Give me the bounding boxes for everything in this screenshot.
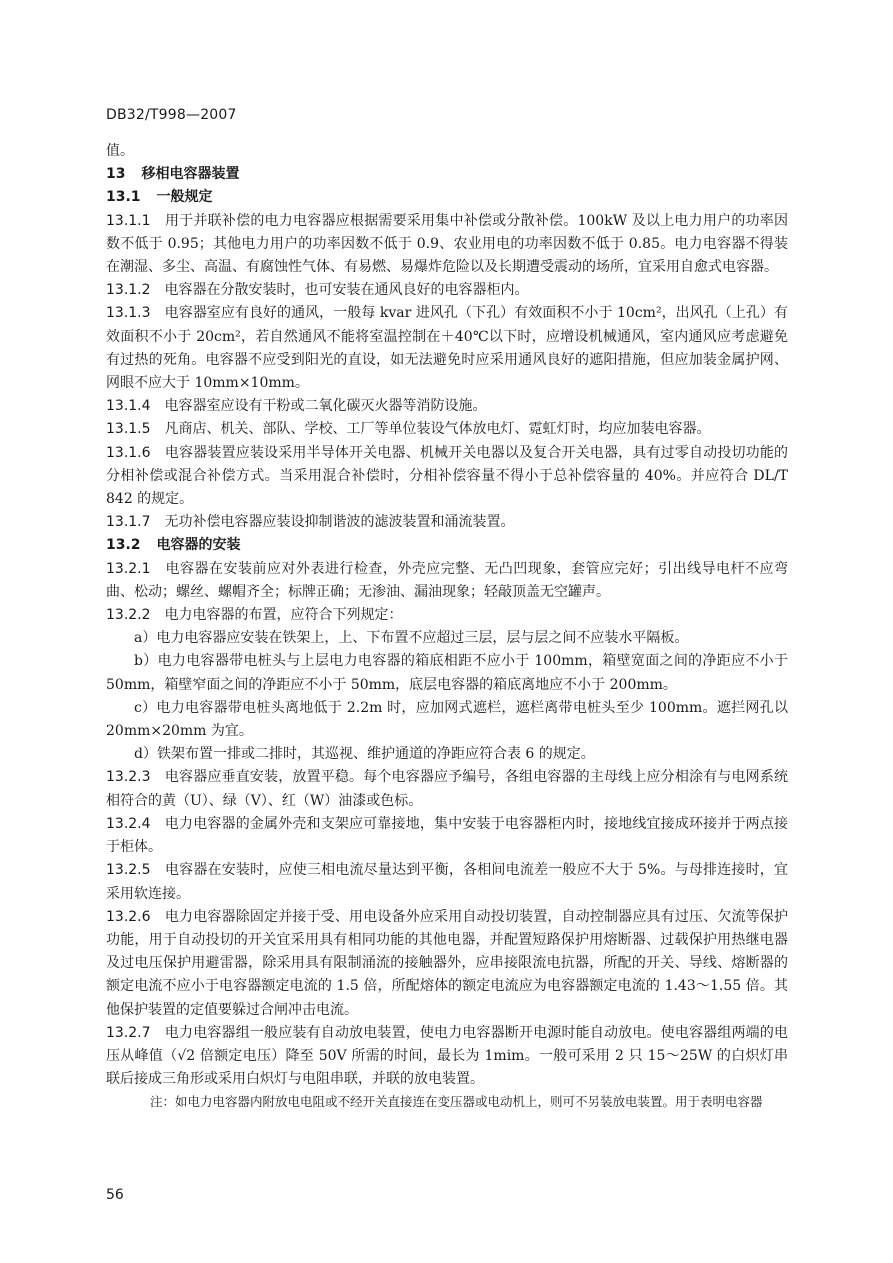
clause-13-1-7 <box>106 511 788 534</box>
clause-13-2-6 <box>106 906 788 1022</box>
section-number: 13.1 <box>106 189 141 206</box>
section-number: 13.2 <box>106 537 141 554</box>
section-13-1-heading <box>106 186 788 209</box>
clause-number: 13.2.3 <box>106 769 151 786</box>
page-number: 56 <box>106 1187 124 1203</box>
note-text: 注：如电力电容器内附放电电阻或不经开关直接连在变压器或电动机上，则可不另装放电装置。用于表明电容器 <box>150 1094 763 1110</box>
clause-text: 电力电容器的布置，应符合下列规定： <box>164 607 403 624</box>
clause-number: 13.1.5 <box>106 421 151 438</box>
list-item: c）电力电容器带电桩头离地低于 2.2m 时，应加网式遮栏，遮栏离带电桩头至少 100mm。遮拦网孔以 20mm×20mm 为宜。 <box>106 699 788 740</box>
clause-number: 13.1.1 <box>106 212 151 229</box>
clause-number: 13.2.7 <box>106 1024 151 1041</box>
clause-text: 用于并联补偿的电力电容器应根据需要采用集中补偿或分散补偿。100kW 及以上电力用户的功率因数不低于 0.95；其他电力用户的功率因数不低于 0.9、农业用电的功率因数不低于 0.85。电力电容器不得装在潮湿、多尘、高温、有腐蚀性气体、有易燃、易爆炸危险以及长期遭受震动的场所，宜采用自愈式电容器。 <box>106 212 789 276</box>
clause-text: 电力电容器除固定并接于受、用电设备外应采用自动投切装置，自动控制器应具有过压、欠流等保护功能，用于自动投切的开关宜采用具有相同功能的其他电器，并配置短路保护用熔断器、过载保护用热继电器及过电压保护用避雷器，除采用具有限制涌流的接触器外，应串接限流电抗器，所配的开关、导线、熔断器的额定电流不应小于电容器额定电流的 1.5 倍，所配熔体的额定电流应为电容器额定电流的 1.43～1.55 倍。其他保护装置的定值要躲过合闸冲击电流。 <box>106 908 789 1018</box>
list-item: d）铁架布置一排或二排时，其巡视、维护通道的净距应符合表 6 的规定。 <box>134 746 595 763</box>
clause-number: 13.1.6 <box>106 444 151 461</box>
clause-number: 13.2.1 <box>106 560 151 577</box>
clause-13-1-5 <box>106 418 788 441</box>
clause-text: 电容器在分散安装时，也可安装在通风良好的电容器柜内。 <box>164 282 529 299</box>
clause-text: 电力电容器组一般应装有自动放电装置，使电力电容器断开电源时能自动放电。使电容器组两端的电压从峰值（√2 倍额定电压）降至 50V 所需的时间，最长为 1mim。一般可采用 2 只 15～25W 的白炽灯串联后接成三角形或采用白炽灯与电阻串联，并联的放电装置。 <box>106 1024 789 1088</box>
clause-text: 电力电容器的金属外壳和支架应可靠接地，集中安装于电容器柜内时，接地线宜接成环接并于两点接于柜体。 <box>106 815 789 856</box>
clause-13-2-2-items <box>106 627 788 766</box>
section-13-heading <box>106 163 788 186</box>
clause-13-1-6 <box>106 442 788 512</box>
section-13-2-heading <box>106 534 788 557</box>
clause-text: 电容器装置应装设采用半导体开关电器、机械开关电器以及复合开关电器，具有过零自动投切功能的分相补偿或混合补偿方式。当采用混合补偿时，分相补偿容量不得小于总补偿容量的 40%。并应符合 DL/T 842 的规定。 <box>106 444 789 508</box>
clause-number: 13.2.6 <box>106 908 151 925</box>
clauses-13-2-rest <box>106 766 788 1091</box>
clause-13-2-4 <box>106 813 788 859</box>
clause-number: 13.2.4 <box>106 815 151 832</box>
clause-13-1-3 <box>106 302 788 395</box>
document-code: DB32/T998—2007 <box>106 107 237 123</box>
clause-text: 电容器室应有良好的通风，一般每 kvar 进风孔（下孔）有效面积不小于 10cm²，出风孔（上孔）有效面积不小于 20cm²，若自然通风不能将室温控制在＋40℃以下时，应增设机械通风，室内通风应考虑避免有过热的死角。电容器不应受到阳光的直设，如无法避免时应采用通风良好的遮阳措施，但应加装金属护网、网眼不应大于 10mm×10mm。 <box>106 305 789 392</box>
clause-text: 电容器在安装前应对外表进行检查，外壳应完整、无凸凹现象，套管应完好；引出线导电杆不应弯曲、松动；螺丝、螺帽齐全；标牌正确；无渗油、漏油现象；轻敲顶盖无空罐声。 <box>106 560 789 600</box>
clause-13-2-3 <box>106 766 788 812</box>
clause-number: 13.2.2 <box>106 607 151 624</box>
clause-13-2-2 <box>106 604 788 627</box>
clauses-13-1 <box>106 210 788 535</box>
clause-13-1-2 <box>106 279 788 302</box>
section-title: 电容器的安装 <box>156 537 241 554</box>
intro-text: 值。 <box>106 143 134 159</box>
clause-text: 电容器在安装时，应使三相电流尽量达到平衡，各相间电流差一般应不大于 5%。与母排连接时，宜采用软连接。 <box>106 862 789 902</box>
clause-13-1-1 <box>106 210 788 280</box>
clause-13-1-4 <box>106 395 788 418</box>
clause-number: 13.1.3 <box>106 305 151 322</box>
clause-13-2-5 <box>106 859 788 905</box>
clause-13-2-1 <box>106 558 788 604</box>
clause-number: 13.1.7 <box>106 514 151 531</box>
section-number: 13 <box>106 166 126 183</box>
clause-text: 电容器应垂直安装，放置平稳。每个电容器应予编号，各组电容器的主母线上应分相涂有与电网系统相符合的黄（U）、绿（V）、红（W）油漆或色标。 <box>106 769 789 809</box>
page-body <box>106 140 788 1113</box>
clause-text: 凡商店、机关、部队、学校、工厂等单位装设气体放电灯、霓虹灯时，均应加装电容器。 <box>164 421 711 438</box>
section-title: 一般规定 <box>156 189 213 206</box>
section-title: 移相电容器装置 <box>141 166 240 183</box>
clause-text: 电容器室应设有干粉或二氧化碳灭火器等消防设施。 <box>164 398 487 415</box>
clause-number: 13.2.5 <box>106 862 151 879</box>
list-item: a）电力电容器应安装在铁架上，上、下布置不应超过三层，层与层之间不应装水平隔板。 <box>134 630 689 647</box>
list-item: b）电力电容器带电桩头与上层电力电容器的箱底相距不应小于 100mm，箱壁宽面之间的净距应不小于 50mm，箱壁窄面之间的净距应不小于 50mm，底层电容器的箱底离地应不小于 200mm。 <box>106 653 788 693</box>
clause-number: 13.1.4 <box>106 398 151 415</box>
clause-number: 13.1.2 <box>106 282 151 299</box>
clause-13-2-7 <box>106 1022 788 1092</box>
clause-text: 无功补偿电容器应装设抑制谐波的滤波装置和涌流装置。 <box>164 514 515 531</box>
